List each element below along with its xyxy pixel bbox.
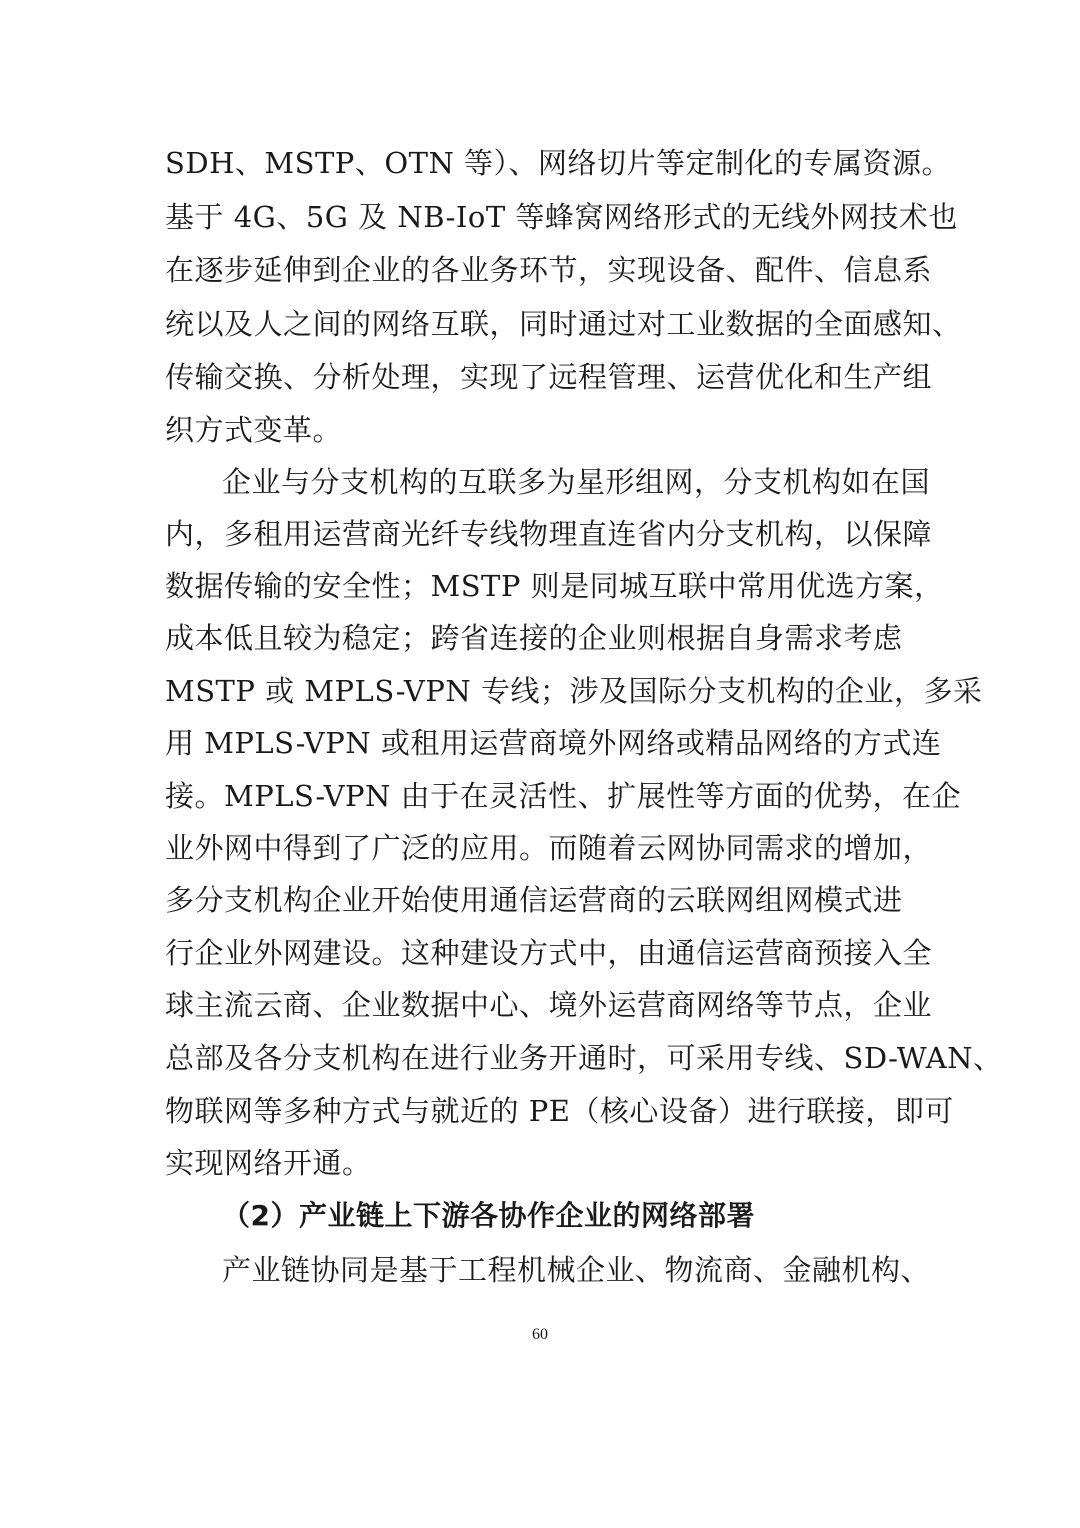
page-number: 60 bbox=[532, 1326, 548, 1343]
text-line: 行企业外网建设。这种建设方式中，由通信运营商预接入全 bbox=[165, 936, 933, 970]
text-line: 成本低且较为稳定；跨省连接的企业则根据自身需求考虑 bbox=[165, 621, 903, 655]
text-line: 数据传输的安全性；MSTP 则是同城互联中常用优选方案， bbox=[165, 569, 944, 603]
text-line: 基于 4G、5G 及 NB-IoT 等蜂窝网络形式的无线外网技术也 bbox=[165, 200, 958, 234]
text-line: 传输交换、分析处理，实现了远程管理、运营优化和生产组 bbox=[165, 360, 933, 394]
text-line: 内，多租用运营商光纤专线物理直连省内分支机构，以保障 bbox=[165, 517, 933, 551]
text-line: 在逐步延伸到企业的各业务环节，实现设备、配件、信息系 bbox=[165, 253, 933, 287]
section-heading: （2）产业链上下游各协作企业的网络部署 bbox=[222, 1199, 755, 1232]
text-line: 接。MPLS-VPN 由于在灵活性、扩展性等方面的优势，在企 bbox=[165, 779, 962, 813]
text-line: 用 MPLS-VPN 或租用运营商境外网络或精品网络的方式连 bbox=[165, 726, 942, 760]
text-line: 业外网中得到了广泛的应用。而随着云网协同需求的增加， bbox=[165, 831, 933, 865]
paragraph-first-line: 产业链协同是基于工程机械企业、物流商、金融机构、 bbox=[222, 1253, 931, 1287]
text-line: 多分支机构企业开始使用通信运营商的云联网组网模式进 bbox=[165, 883, 903, 917]
text-line: 总部及各分支机构在进行业务开通时，可采用专线、SD-WAN、 bbox=[165, 1041, 1003, 1075]
text-line: 统以及人之间的网络互联，同时通过对工业数据的全面感知、 bbox=[165, 307, 962, 341]
text-line: MSTP 或 MPLS-VPN 专线；涉及国际分支机构的企业，多采 bbox=[165, 674, 983, 708]
text-line: 织方式变革。 bbox=[165, 413, 343, 447]
paragraph-first-line: 企业与分支机构的互联多为星形组网，分支机构如在国 bbox=[222, 465, 931, 499]
text-line: 实现网络开通。 bbox=[165, 1146, 372, 1180]
text-line: SDH、MSTP、OTN 等）、网络切片等定制化的专属资源。 bbox=[165, 146, 952, 180]
text-line: 球主流云商、企业数据中心、境外运营商网络等节点，企业 bbox=[165, 988, 933, 1022]
text-line: 物联网等多种方式与就近的 PE（核心设备）进行联接，即可 bbox=[165, 1094, 954, 1128]
